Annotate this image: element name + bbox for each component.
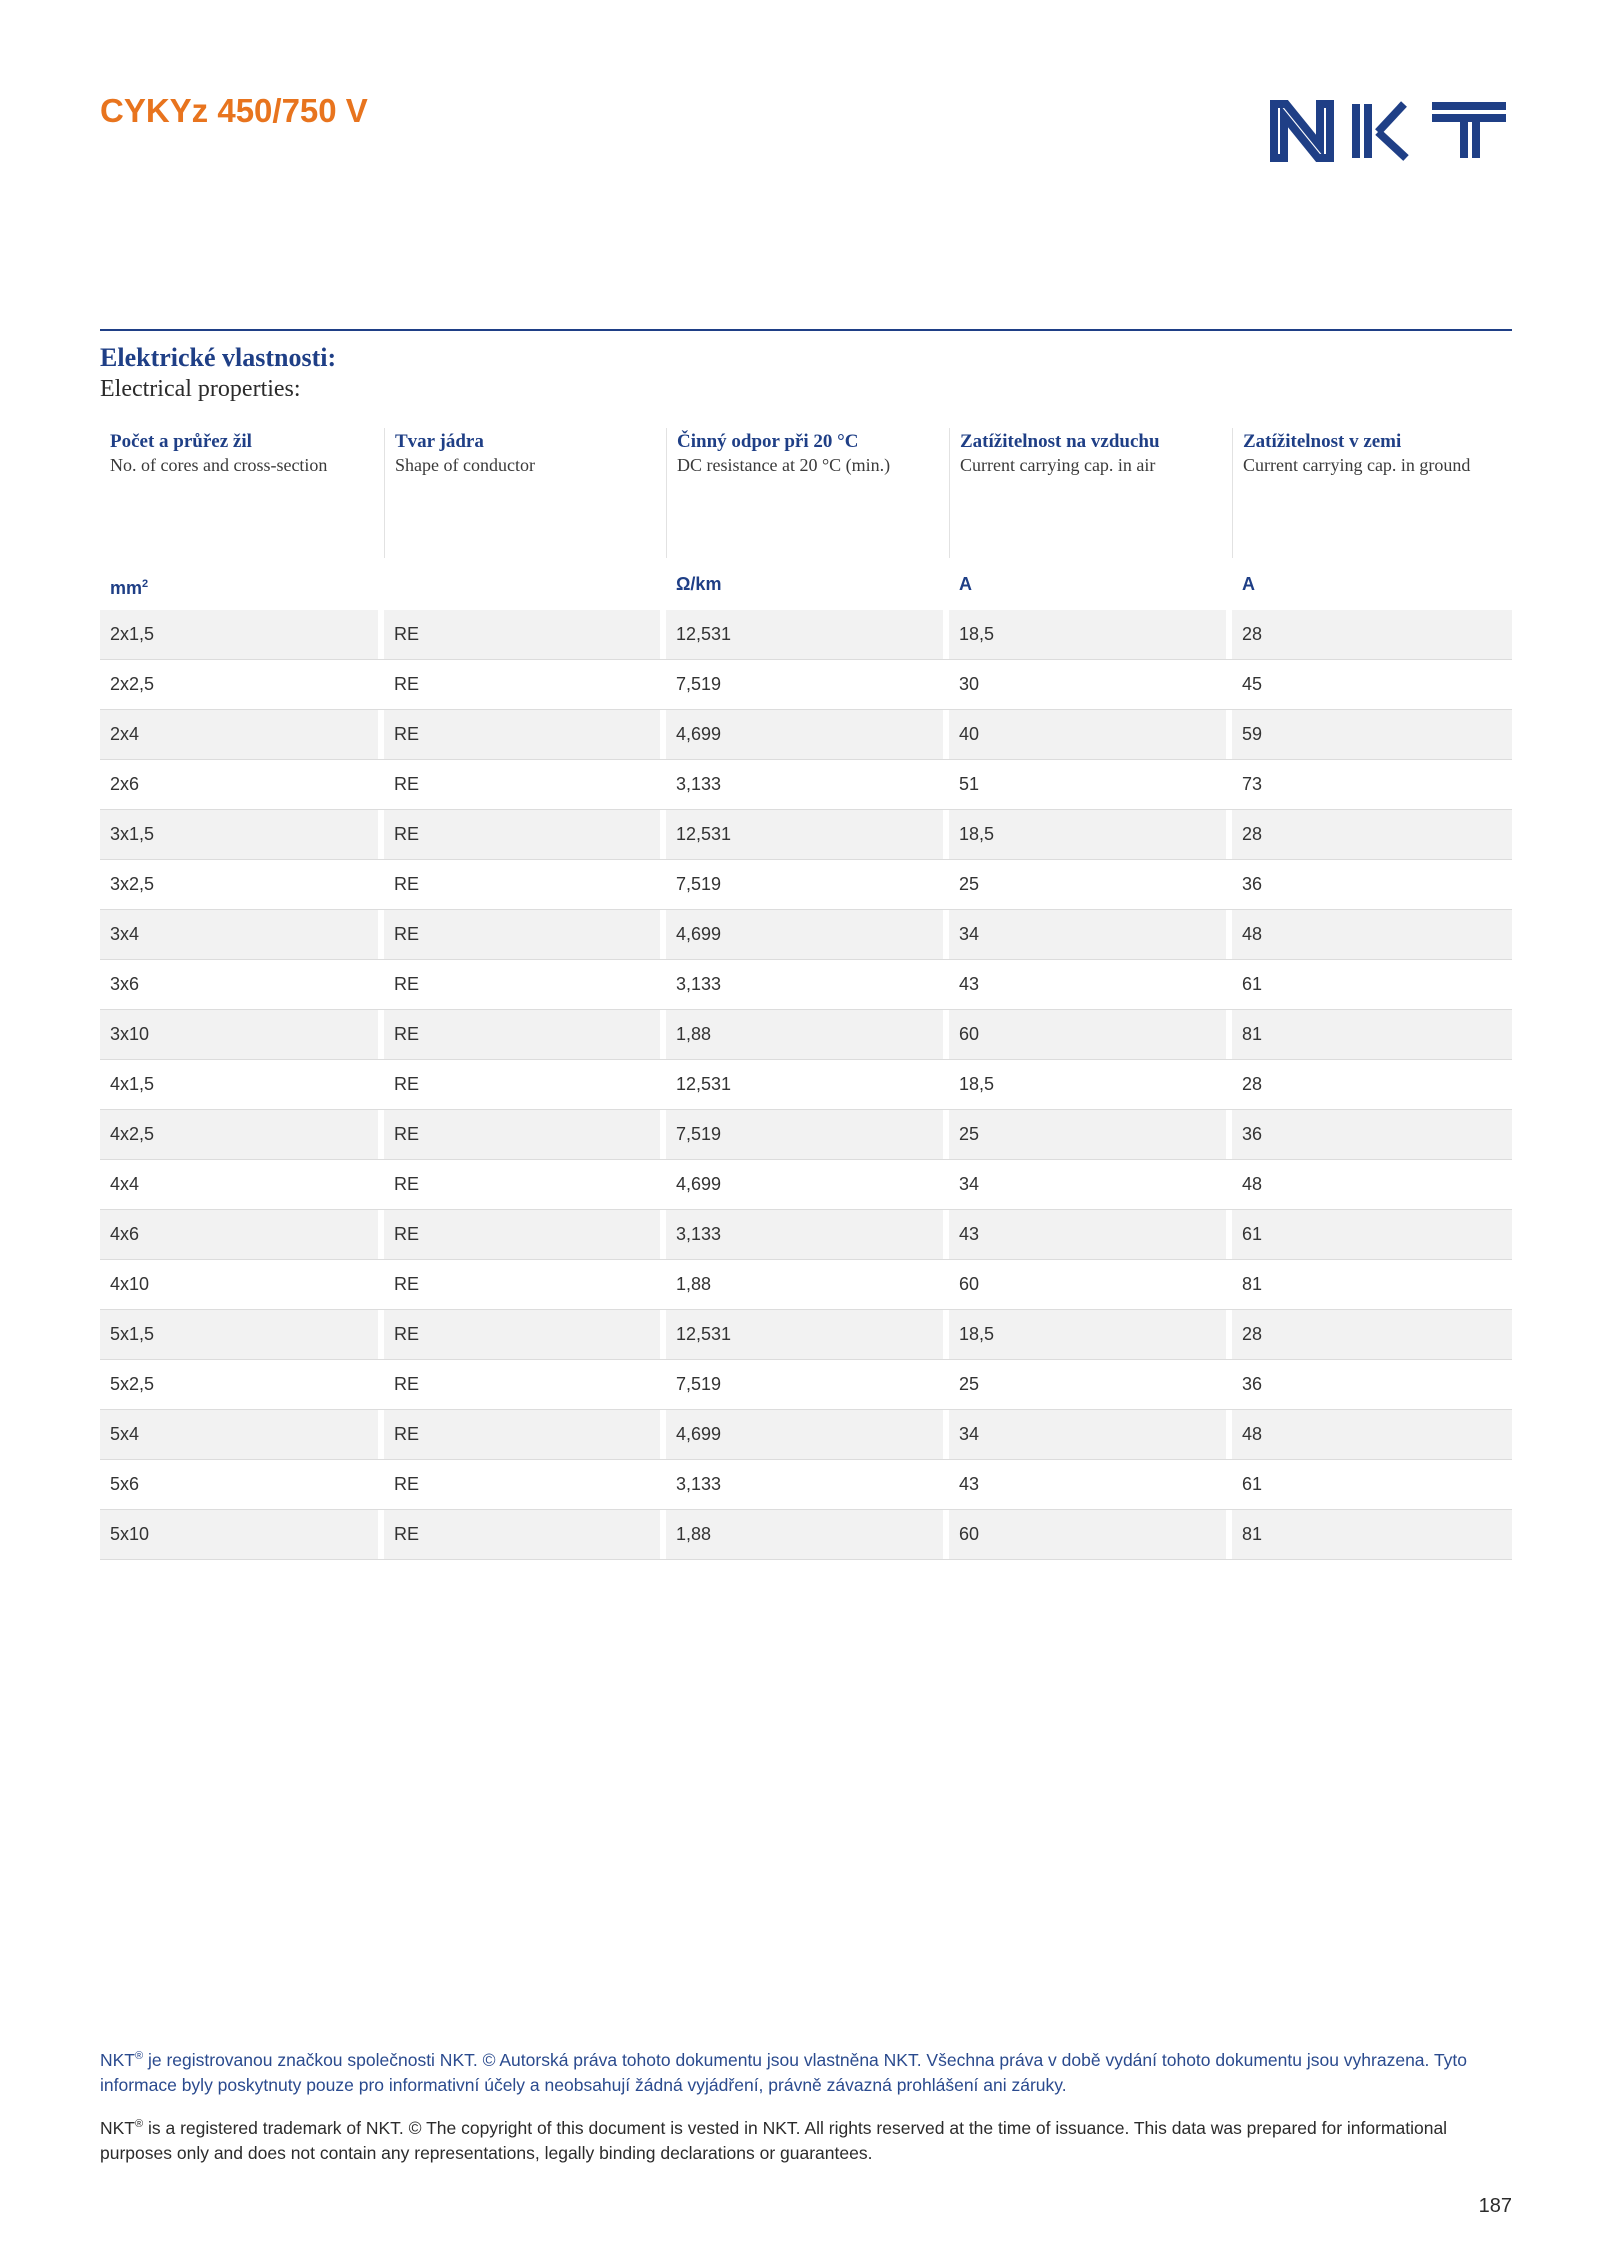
column-header-label-en: Shape of conductor <box>395 455 535 475</box>
column-header-label-cz: Počet a průřez žil <box>110 431 252 452</box>
cell-cores: 2x1,5 <box>100 610 378 659</box>
column-header-label-cz: Činný odpor při 20 °C <box>677 431 859 452</box>
cell-current-ground: 81 <box>1232 1010 1512 1059</box>
cell-dc-resistance: 12,531 <box>666 1310 943 1359</box>
cell-conductor-shape: RE <box>394 874 420 894</box>
column-header-label-en: DC resistance at 20 °C (min.) <box>677 455 891 475</box>
cell-current-ground: 81 <box>1242 1274 1263 1294</box>
unit-dc-resistance <box>666 558 943 610</box>
cell-cores: 4x1,5 <box>110 1074 155 1094</box>
cell-conductor-shape: RE <box>394 1174 420 1194</box>
cell-conductor-shape: RE <box>394 1474 420 1494</box>
cell-current-ground: 36 <box>1242 1374 1263 1394</box>
cell-current-ground: 36 <box>1242 874 1263 894</box>
unit-text: Ω/km <box>676 574 722 594</box>
table-row <box>100 610 1512 660</box>
cell-conductor-shape: RE <box>384 1410 660 1459</box>
cell-current-air: 30 <box>959 674 980 694</box>
cell-current-air: 25 <box>959 874 980 894</box>
cell-current-ground: 28 <box>1232 1310 1512 1359</box>
cell-conductor-shape: RE <box>394 774 420 794</box>
cell-cores: 4x4 <box>110 1174 140 1194</box>
table-body <box>100 610 1512 1560</box>
cell-conductor-shape: RE <box>384 1110 660 1159</box>
cell-conductor-shape: RE <box>384 710 660 759</box>
cell-dc-resistance: 4,699 <box>666 1410 943 1459</box>
cell-conductor-shape: RE <box>394 1074 420 1094</box>
brand-name: NKT <box>100 2049 135 2070</box>
legal-text-en: is a registered trademark of NKT. © The copyright of this document is vested in NKT. All rights reserved at the time of issuance. This data was prepared for informational purposes only and does not contain any representations, legally binding declarations or guarantees. <box>100 2117 1448 2163</box>
table-row <box>100 1110 1512 1160</box>
table-row <box>100 1310 1512 1360</box>
column-header-label-cz: Zatížitelnost v zemi <box>1243 431 1402 452</box>
cell-cores: 4x2,5 <box>100 1110 378 1159</box>
cell-current-ground: 59 <box>1232 710 1512 759</box>
cell-dc-resistance: 1,88 <box>666 1510 943 1559</box>
cell-current-ground: 61 <box>1242 974 1263 994</box>
cell-current-air: 34 <box>959 1174 980 1194</box>
cell-cores: 3x10 <box>100 1010 378 1059</box>
cell-dc-resistance: 3,133 <box>676 1474 722 1494</box>
table-row <box>100 1160 1512 1210</box>
column-header-current-air <box>949 428 1226 558</box>
cell-conductor-shape: RE <box>394 1274 420 1294</box>
cell-dc-resistance: 1,88 <box>666 1010 943 1059</box>
cell-dc-resistance: 1,88 <box>676 1274 712 1294</box>
cell-current-air: 34 <box>949 1410 1226 1459</box>
registered-mark: ® <box>135 2117 144 2130</box>
table-row <box>100 960 1512 1010</box>
nkt-logo <box>1268 98 1512 162</box>
table-row <box>100 710 1512 760</box>
table-row <box>100 1410 1512 1460</box>
column-header-label-cz: Zatížitelnost na vzduchu <box>960 431 1160 452</box>
cell-cores: 5x10 <box>100 1510 378 1559</box>
cell-current-ground: 36 <box>1232 1110 1512 1159</box>
cell-current-air: 18,5 <box>949 810 1226 859</box>
unit-text: A <box>959 574 972 594</box>
unit-current-ground <box>1232 558 1512 610</box>
column-header-label-cz: Tvar jádra <box>395 431 484 452</box>
cell-cores: 5x4 <box>100 1410 378 1459</box>
cell-current-ground: 61 <box>1232 1210 1512 1259</box>
cell-current-ground: 73 <box>1242 774 1263 794</box>
section-title-cz: Elektrické vlastnosti: <box>100 343 337 372</box>
cell-current-ground: 28 <box>1232 810 1512 859</box>
header-divider <box>100 329 1512 331</box>
cell-current-air: 18,5 <box>949 1310 1226 1359</box>
cell-current-ground: 48 <box>1242 1174 1263 1194</box>
cell-current-air: 60 <box>959 1274 980 1294</box>
document-title: CYKYz 450/750 V <box>100 92 368 129</box>
column-header-label-en: Current carrying cap. in air <box>960 455 1156 475</box>
cell-conductor-shape: RE <box>394 974 420 994</box>
cell-dc-resistance: 7,519 <box>666 1110 943 1159</box>
unit-cores <box>100 558 378 610</box>
cell-cores: 3x4 <box>100 910 378 959</box>
cell-current-air: 51 <box>959 774 980 794</box>
column-header-label-en: Current carrying cap. in ground <box>1243 455 1471 475</box>
cell-cores: 3x1,5 <box>100 810 378 859</box>
cell-current-air: 60 <box>949 1510 1226 1559</box>
cell-cores: 2x2,5 <box>110 674 155 694</box>
legal-notice-en <box>100 2112 1500 2166</box>
cell-current-ground: 28 <box>1242 1074 1263 1094</box>
table-row <box>100 1060 1512 1110</box>
registered-mark: ® <box>135 2050 144 2062</box>
table-row <box>100 1210 1512 1260</box>
cell-dc-resistance: 7,519 <box>676 674 722 694</box>
cell-cores: 5x6 <box>110 1474 140 1494</box>
table-header <box>100 428 1512 558</box>
section-title-en: Electrical properties: <box>100 376 301 402</box>
cell-current-ground: 81 <box>1232 1510 1512 1559</box>
cell-cores: 5x2,5 <box>110 1374 155 1394</box>
legal-text-cz: je registrovanou značkou společnosti NKT. © Autorská práva tohoto dokumentu jsou vlastněna NKT. Všechna práva v době vydání tohoto dokumentu jsou vyhrazena. Tyto informace byly poskytnuty pouze pro informativní účely a neobsahují žádná vyjádření, právně závazná prohlášení ani záruky. <box>100 2049 1468 2095</box>
cell-current-air: 25 <box>949 1110 1226 1159</box>
cell-current-air: 60 <box>949 1010 1226 1059</box>
electrical-properties-table <box>100 428 1512 1560</box>
column-header-current-ground <box>1232 428 1512 558</box>
cell-dc-resistance: 3,133 <box>666 1210 943 1259</box>
cell-dc-resistance: 12,531 <box>666 810 943 859</box>
table-row <box>100 760 1512 810</box>
page-number: 187 <box>1478 2195 1512 2217</box>
table-row <box>100 660 1512 710</box>
unit-current-air <box>949 558 1226 610</box>
cell-conductor-shape: RE <box>384 910 660 959</box>
cell-current-ground: 28 <box>1232 610 1512 659</box>
cell-conductor-shape: RE <box>394 1374 420 1394</box>
cell-conductor-shape: RE <box>384 1310 660 1359</box>
cell-conductor-shape: RE <box>384 810 660 859</box>
legal-footer <box>100 2044 1500 2180</box>
units-row <box>100 558 1512 610</box>
cell-conductor-shape: RE <box>384 1210 660 1259</box>
unit-text: mm <box>110 578 143 598</box>
cell-conductor-shape: RE <box>384 1010 660 1059</box>
table-row <box>100 1460 1512 1510</box>
cell-dc-resistance: 7,519 <box>676 1374 722 1394</box>
cell-current-air: 43 <box>949 1210 1226 1259</box>
brand-name: NKT <box>100 2117 135 2138</box>
column-header-label-en: No. of cores and cross-section <box>110 455 328 475</box>
cell-conductor-shape: RE <box>384 1510 660 1559</box>
table-row <box>100 910 1512 960</box>
cell-current-air: 40 <box>949 710 1226 759</box>
cell-current-air: 43 <box>959 1474 980 1494</box>
cell-cores: 2x4 <box>100 710 378 759</box>
cell-current-air: 18,5 <box>959 1074 995 1094</box>
column-header-conductor-shape <box>384 428 660 558</box>
cell-current-air: 25 <box>959 1374 980 1394</box>
cell-cores: 2x6 <box>110 774 140 794</box>
table-row <box>100 810 1512 860</box>
legal-notice-cz <box>100 2044 1500 2098</box>
unit-conductor-shape <box>384 558 660 610</box>
unit-text: A <box>1242 574 1255 594</box>
cell-conductor-shape: RE <box>394 674 420 694</box>
cell-current-air: 34 <box>949 910 1226 959</box>
cell-current-ground: 48 <box>1232 1410 1512 1459</box>
column-header-dc-resistance <box>666 428 943 558</box>
cell-dc-resistance: 4,699 <box>676 1174 722 1194</box>
cell-dc-resistance: 12,531 <box>676 1074 732 1094</box>
cell-dc-resistance: 7,519 <box>676 874 722 894</box>
table-row <box>100 1260 1512 1310</box>
cell-current-ground: 48 <box>1232 910 1512 959</box>
unit-superscript: 2 <box>142 578 149 590</box>
cell-current-air: 18,5 <box>949 610 1226 659</box>
cell-dc-resistance: 12,531 <box>666 610 943 659</box>
cell-dc-resistance: 4,699 <box>666 910 943 959</box>
cell-cores: 5x1,5 <box>100 1310 378 1359</box>
cell-cores: 3x6 <box>110 974 140 994</box>
column-header-cores <box>100 428 378 558</box>
cell-cores: 4x6 <box>100 1210 378 1259</box>
table-row <box>100 1360 1512 1410</box>
table-row <box>100 860 1512 910</box>
cell-current-ground: 61 <box>1242 1474 1263 1494</box>
cell-current-air: 43 <box>959 974 980 994</box>
cell-cores: 3x2,5 <box>110 874 155 894</box>
cell-dc-resistance: 3,133 <box>676 774 722 794</box>
cell-conductor-shape: RE <box>384 610 660 659</box>
cell-cores: 4x10 <box>110 1274 150 1294</box>
cell-current-ground: 45 <box>1242 674 1263 694</box>
cell-dc-resistance: 3,133 <box>676 974 722 994</box>
cell-dc-resistance: 4,699 <box>666 710 943 759</box>
table-row <box>100 1510 1512 1560</box>
table-row <box>100 1010 1512 1060</box>
